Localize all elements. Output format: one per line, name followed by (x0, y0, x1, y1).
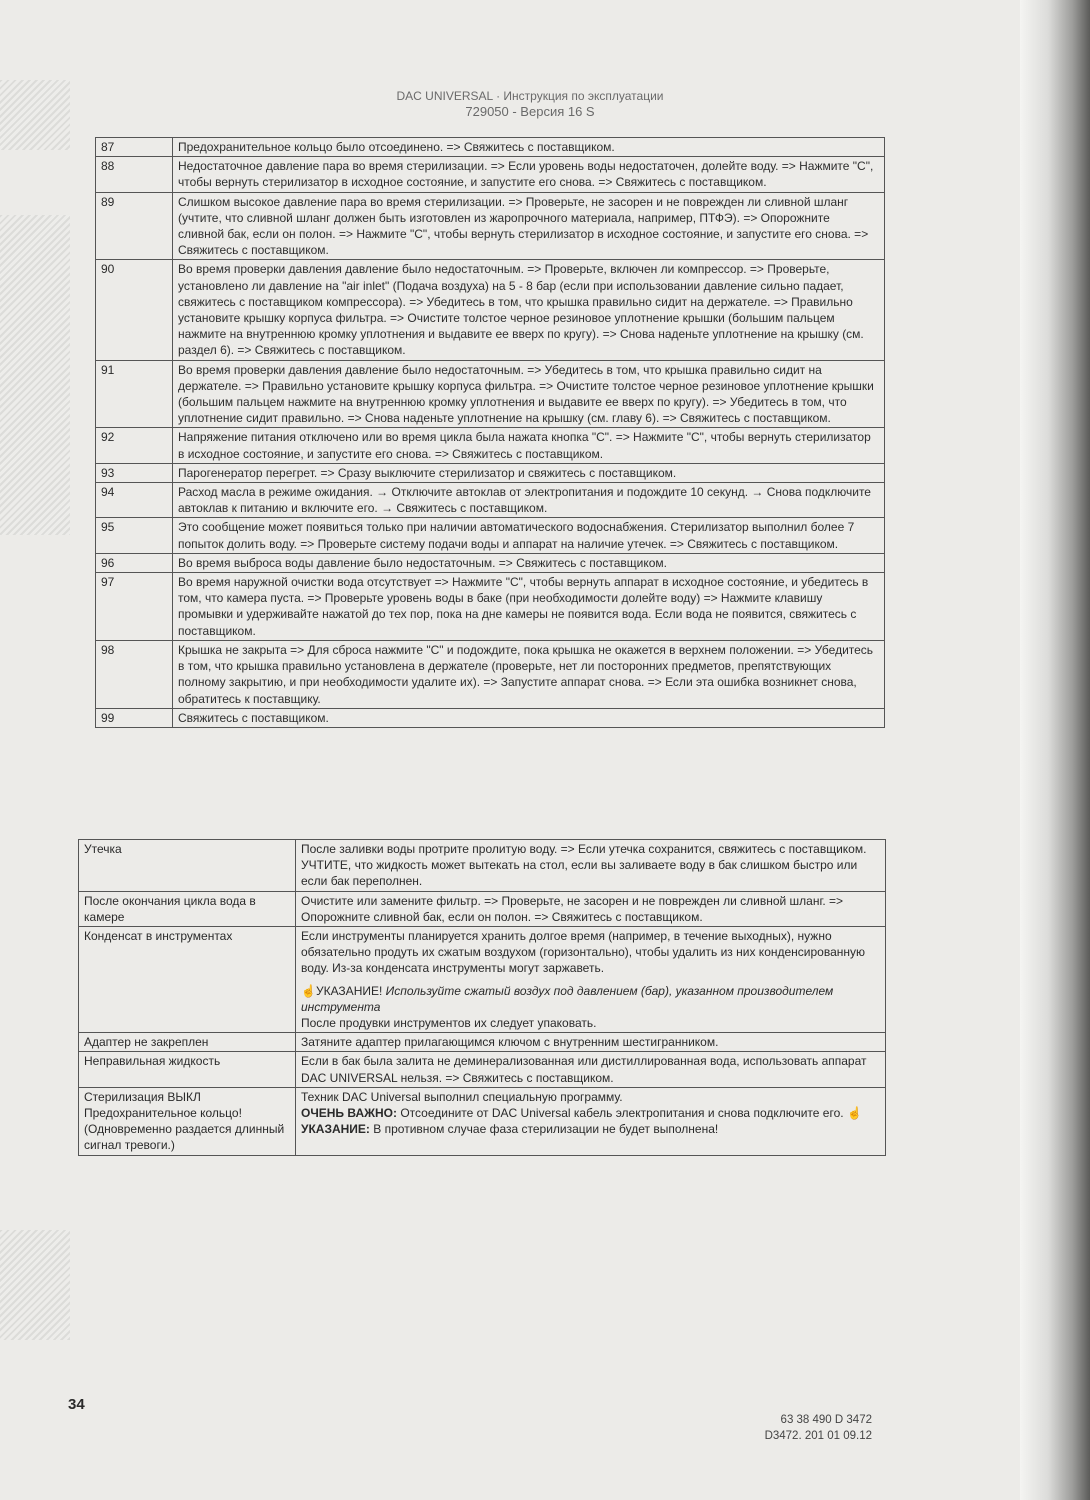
scan-noise (0, 1230, 70, 1340)
table-row (96, 360, 885, 428)
solution-text: Техник DAC Universal выполнил специальную программу. (301, 1089, 623, 1104)
error-code: 88 (96, 157, 173, 192)
error-description: Парогенератор перегрет. => Сразу выключите стерилизатор и свяжитесь с поставщиком. (173, 463, 885, 482)
header-title: DAC UNIVERSAL · Инструкция по эксплуатации (396, 89, 664, 103)
problem-solution: Затяните адаптер прилагающимся ключом с внутренним шестигранником. (296, 1033, 886, 1052)
table-row (96, 192, 885, 260)
table-row (96, 138, 885, 157)
error-description: Это сообщение может появиться только при наличии автоматического водоснабжения. Стерилизатор выполнил более 7 попыток долить воду. => Проверьте систему подачи воды и аппарат на наличие утечек. => Свяжитесь с поставщиком. (173, 518, 885, 553)
header-version: 729050 - Версия 16 S (465, 104, 595, 119)
error-code: 98 (96, 640, 173, 708)
doc-code: 63 38 490 D 3472 (780, 1414, 872, 1426)
solution-text: После продувки инструментов их следует упаковать. (301, 1016, 597, 1031)
scan-noise (0, 215, 70, 535)
note-text: Используйте сжатый воздух под давлением (бар), указанном производителем инструмента (301, 983, 834, 1014)
important-label: ОЧЕНЬ ВАЖНО: (301, 1106, 397, 1121)
problem-label: После окончания цикла вода в камере (79, 891, 296, 926)
table-row (96, 573, 885, 641)
error-code: 93 (96, 463, 173, 482)
error-code: 90 (96, 260, 173, 360)
error-description: Расход масла в режиме ожидания. → Отключите автоклав от электропитания и подождите 10 секунд. → Снова подключите автоклав к питанию и включите его. → Свяжитесь с поставщиком. (173, 483, 885, 518)
problem-solution: Очистите или замените фильтр. => Проверьте, не засорен и не поврежден ли сливной шланг. => Опорожните сливной бак, если он полон. => Свяжитесь с поставщиком. (296, 891, 886, 926)
problem-solution (296, 927, 886, 1033)
error-code: 97 (96, 573, 173, 641)
error-codes-table (95, 137, 885, 728)
important-text (301, 1105, 880, 1137)
error-description: Напряжение питания отключено или во время цикла была нажата кнопка "C". => Нажмите "C", чтобы вернуть стерилизатор в исходное состояние, и запустите его снова. => Свяжитесь с поставщиком. (173, 428, 885, 463)
note-text: В противном случае фаза стерилизации не будет выполнена! (373, 1122, 719, 1137)
hand-pointer-icon: ☝ (846, 1106, 862, 1121)
table-row (79, 1033, 886, 1052)
table-row (79, 1052, 886, 1087)
error-description: Во время выброса воды давление было недостаточным. => Свяжитесь с поставщиком. (173, 553, 885, 572)
error-code: 87 (96, 138, 173, 157)
error-description: Недостаточное давление пара во время стерилизации. => Если уровень воды недостаточен, долейте воду. => Нажмите "C", чтобы вернуть стерилизатор в исходное состояние, и запустите его снова. => Свяжитесь с поставщиком. (173, 157, 885, 192)
table-row (79, 891, 886, 926)
problem-label: Утечка (79, 840, 296, 892)
problems-table (78, 839, 886, 1156)
error-description: Во время проверки давления давление было недостаточным. => Проверьте, включен ли компрессор. => Проверьте, установлено ли давление на "air inlet" (Подача воздуха) на 5 - 8 бар (если при использовании давление сильно падает, свяжитесь с поставщиком компрессора). => Убедитесь в том, что крышка правильно сидит на держателе. => Правильно установите крышку корпуса фильтра. => Очистите толстое черное резиновое уплотнение крышки (большим пальцем нажмите на внутреннюю кромку уплотнения и выдавите ее вверх по кругу). => Снова наденьте уплотнение на крышку (см. раздел 6). => Свяжитесь с поставщиком. (173, 260, 885, 360)
error-description: Во время проверки давления давление было недостаточным. => Убедитесь в том, что крышка правильно сидит на держателе. => Правильно установите крышку корпуса фильтра. => Очистите толстое черное резиновое уплотнение крышки (большим пальцем нажмите на внутреннюю кромку уплотнения и выдавите ее вверх по кругу). => Убедитесь в том, что уплотнение сидит правильно. => Снова наденьте уплотнение на крышку (см. главу 6). => Свяжитесь с поставщиком. (173, 360, 885, 428)
table-row (96, 157, 885, 192)
error-code: 96 (96, 553, 173, 572)
table-row (96, 708, 885, 727)
error-code: 94 (96, 483, 173, 518)
doc-date-code: D3472. 201 01 09.12 (764, 1430, 872, 1442)
error-code: 92 (96, 428, 173, 463)
hand-pointer-icon: ☝ (301, 983, 316, 998)
error-description: Крышка не закрыта => Для сброса нажмите "C" и подождите, пока крышка не окажется в верхнем положении. => Убедитесь в том, что крышка правильно установлена в держателе (проверьте, нет ли посторонних предметов, препятствующих полному закрытию, и при необходимости удалите их). => Запустите аппарат снова. => Если эта ошибка возникнет снова, обратитесь к поставщику. (173, 640, 885, 708)
table-row (96, 463, 885, 482)
table-row (96, 428, 885, 463)
note-label: УКАЗАНИЕ! (315, 983, 383, 998)
solution-text: Если инструменты планируется хранить долгое время (например, в течение выходных), нужно обязательно продуть их сжатым воздухом (горизонтально), чтобы удалить из них конденсированную воду. Из-за конденсата инструменты могут заржаветь. (301, 929, 866, 976)
scan-noise (0, 80, 70, 150)
table-row (96, 553, 885, 572)
problem-label: Стерилизация ВЫКЛ Предохранительное кольцо! (Одновременно раздается длинный сигнал тревоги.) (79, 1087, 296, 1155)
problem-solution: После заливки воды протрите пролитую воду. => Если утечка сохранится, свяжитесь с поставщиком. УЧТИТЕ, что жидкость может вытекать на стол, если вы заливаете воду в бак слишком быстро или если бак переполнен. (296, 840, 886, 892)
note (301, 983, 880, 1015)
important-body: Отсоедините от DAC Universal кабель электропитания и снова подключите его. (400, 1106, 844, 1121)
error-description: Во время наружной очистки вода отсутствует => Нажмите "C", чтобы вернуть аппарат в исходное состояние, и убедитесь в том, что камера пуста. => Проверьте уровень воды в баке (при необходимости долейте воду) => Нажмите клавишу промывки и удерживайте нажатой до тех пор, пока на дне камеры не появится вода. Если вода не появится, свяжитесь с поставщиком. (173, 573, 885, 641)
problem-solution: Если в бак была залита не деминерализованная или дистиллированная вода, использовать аппарат DAC UNIVERSAL нельзя. => Свяжитесь с поставщиком. (296, 1052, 886, 1087)
table-row (96, 483, 885, 518)
table-row (96, 518, 885, 553)
note-label: УКАЗАНИЕ: (301, 1122, 370, 1137)
document-number (700, 1412, 872, 1444)
problem-label: Конденсат в инструментах (79, 927, 296, 1033)
problem-solution (296, 1087, 886, 1155)
table-row (96, 260, 885, 360)
table-row (79, 927, 886, 1033)
page-number: 34 (68, 1396, 85, 1413)
table-row (79, 840, 886, 892)
scan-edge-shadow (1020, 0, 1090, 1500)
table-row (96, 640, 885, 708)
error-code: 99 (96, 708, 173, 727)
error-code: 89 (96, 192, 173, 260)
error-code: 95 (96, 518, 173, 553)
problem-label: Неправильная жидкость (79, 1052, 296, 1087)
error-description: Слишком высокое давление пара во время стерилизации. => Проверьте, не засорен и не поврежден ли сливной шланг (учтите, что сливной шланг должен быть изготовлен из жаропрочного материала, например, ПТФЭ). => Опорожните сливной бак, если он полон. => Нажмите "C", чтобы вернуть стерилизатор в исходное состояние, и запустите его снова. => Свяжитесь с поставщиком. (173, 192, 885, 260)
error-description: Предохранительное кольцо было отсоединено. => Свяжитесь с поставщиком. (173, 138, 885, 157)
table-row (79, 1087, 886, 1155)
error-description: Свяжитесь с поставщиком. (173, 708, 885, 727)
problem-label: Адаптер не закреплен (79, 1033, 296, 1052)
error-code: 91 (96, 360, 173, 428)
